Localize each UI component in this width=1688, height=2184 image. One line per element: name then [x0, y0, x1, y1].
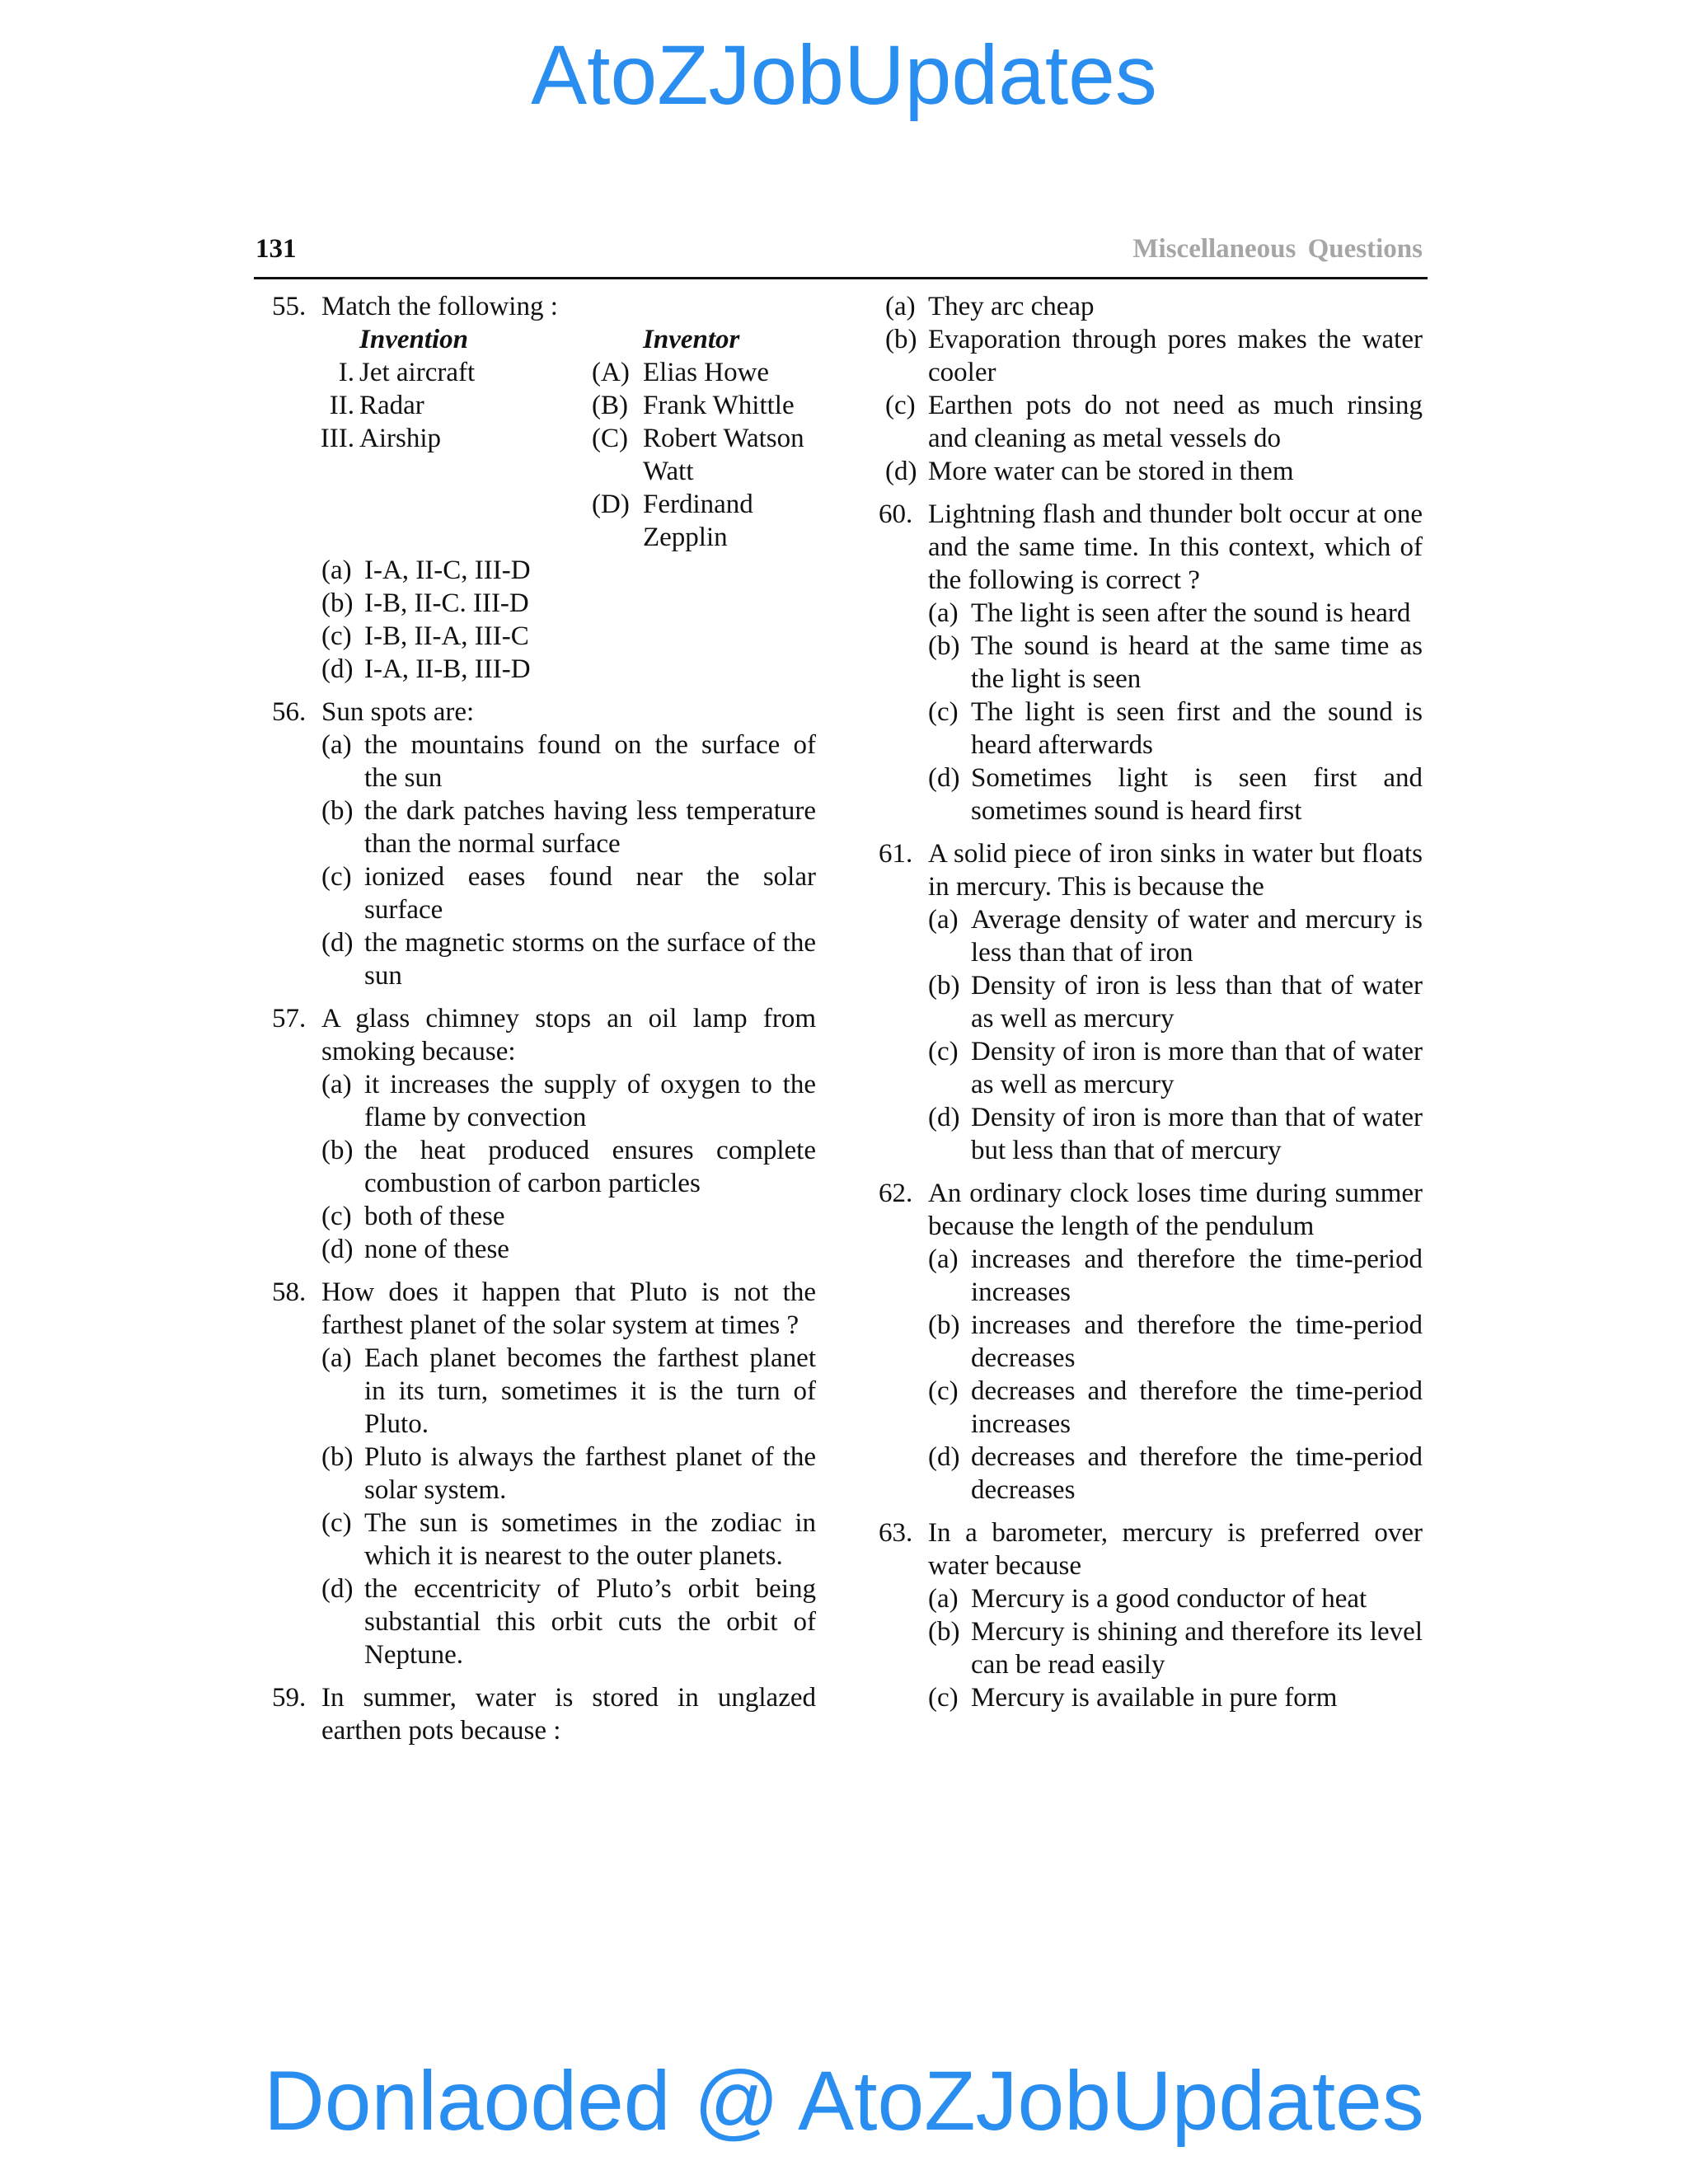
option-label: (c)	[928, 1037, 959, 1066]
question-text: In a barometer, mercury is preferred over water because	[928, 1518, 1423, 1581]
option-label: (d)	[928, 1442, 960, 1472]
option-text: The sun is sometimes in the zodiac in which it is nearest to the outer planets.	[364, 1508, 816, 1571]
option-text: The light is seen first and the sound is heard afterwards	[971, 697, 1423, 760]
answer-option	[885, 455, 1423, 488]
question-text: Match the following :	[321, 292, 558, 321]
answer-options	[321, 554, 816, 686]
answer-option	[885, 389, 1423, 455]
inventor-name: Elias Howe	[643, 358, 770, 387]
question-59-continued	[879, 290, 1423, 488]
answer-option	[321, 554, 816, 587]
answer-option	[321, 1441, 816, 1507]
left-column	[272, 290, 816, 1757]
option-text: Mercury is shining and therefore its level can be read easily	[971, 1617, 1423, 1680]
option-text: Earthen pots do not need as much rinsing and cleaning as metal vessels do	[928, 391, 1423, 453]
inventor-name-cont: Zepplin	[643, 523, 728, 552]
question-number: 61.	[879, 839, 913, 869]
option-text: decreases and therefore the time-period decreases	[971, 1442, 1423, 1505]
answer-option	[321, 926, 816, 992]
answer-option	[885, 290, 1423, 323]
page-number: 131	[256, 234, 297, 264]
invention-name: Jet aircraft	[359, 358, 476, 387]
option-text: Sometimes light is seen first and sometimes sound is heard first	[971, 763, 1423, 826]
option-text: the dark patches having less temperature than the normal surface	[364, 796, 816, 859]
option-text: The light is seen after the sound is heard	[971, 598, 1411, 628]
option-text: increases and therefore the time-period decreases	[971, 1310, 1423, 1373]
answer-option	[928, 1309, 1423, 1375]
answer-option	[321, 1068, 816, 1134]
question-63	[879, 1516, 1423, 1714]
answer-option	[321, 1507, 816, 1572]
invention-label: III.	[320, 424, 354, 453]
answer-option	[928, 969, 1423, 1035]
answer-option	[321, 587, 816, 620]
question-number: 57.	[272, 1004, 307, 1033]
option-text: I-A, II-C, III-D	[364, 555, 531, 585]
answer-option	[928, 1441, 1423, 1507]
option-text: Evaporation through pores makes the water cooler	[928, 325, 1423, 387]
question-58	[272, 1276, 816, 1671]
question-text: How does it happen that Pluto is not the farthest planet of the solar system at times ?	[321, 1277, 816, 1340]
option-label: (a)	[928, 598, 959, 628]
option-label: (c)	[928, 1376, 959, 1406]
question-62	[879, 1177, 1423, 1507]
invention-label: II.	[329, 391, 354, 420]
invention-heading: Invention	[359, 325, 469, 354]
answer-option	[928, 1101, 1423, 1167]
answer-option	[928, 1035, 1423, 1101]
answer-option	[321, 860, 816, 926]
option-label: (b)	[928, 631, 960, 661]
watermark-top: AtoZJobUpdates	[531, 28, 1157, 122]
inventor-label: (A)	[592, 358, 630, 387]
option-text: They arc cheap	[928, 292, 1095, 321]
inventor-heading: Inventor	[643, 325, 740, 354]
answer-option	[928, 1615, 1423, 1681]
option-text: the magnetic storms on the surface of the sun	[364, 928, 816, 991]
option-label: (c)	[928, 1683, 959, 1713]
option-label: (b)	[885, 325, 917, 354]
question-60	[879, 498, 1423, 827]
answer-option	[321, 1134, 816, 1200]
answer-option	[321, 729, 816, 794]
question-59	[272, 1681, 816, 1747]
option-text: I-B, II-A, III-C	[364, 621, 529, 651]
option-text: Density of iron is more than that of water as well as mercury	[971, 1037, 1423, 1099]
option-label: (b)	[321, 1442, 354, 1472]
option-label: (d)	[928, 763, 960, 793]
answer-option	[321, 794, 816, 860]
question-number: 62.	[879, 1179, 913, 1208]
option-text: the heat produced ensures complete combustion of carbon particles	[364, 1136, 816, 1198]
question-number: 63.	[879, 1518, 913, 1548]
option-text: I-A, II-B, III-D	[364, 654, 531, 684]
answer-option	[321, 1572, 816, 1671]
option-label: (c)	[321, 862, 352, 892]
option-label: (d)	[321, 654, 354, 684]
question-text: Sun spots are:	[321, 697, 475, 727]
answer-option	[321, 620, 816, 653]
option-label: (a)	[928, 1244, 959, 1274]
page-header	[254, 231, 1428, 279]
invention-label: I.	[338, 358, 354, 387]
answer-option	[321, 1233, 816, 1266]
match-table	[321, 323, 816, 554]
option-label: (b)	[928, 971, 960, 1001]
question-text: A solid piece of iron sinks in water but floats in mercury. This is because the	[928, 839, 1423, 902]
right-column	[879, 290, 1423, 1724]
option-text: Density of iron is less than that of water as well as mercury	[971, 971, 1423, 1033]
question-number: 59.	[272, 1683, 307, 1713]
inventor-name-cont: Watt	[643, 457, 694, 486]
option-text: the mountains found on the surface of the sun	[364, 730, 816, 793]
question-list	[272, 696, 816, 1747]
answer-option	[885, 323, 1423, 389]
inventor-label: (D)	[592, 490, 630, 519]
option-label: (d)	[321, 928, 354, 958]
option-label: (b)	[928, 1310, 960, 1340]
question-number: 58.	[272, 1277, 307, 1307]
question-55	[272, 290, 816, 686]
option-text: The sound is heard at the same time as the light is seen	[971, 631, 1423, 694]
question-number: 60.	[879, 499, 913, 529]
answer-option	[928, 1582, 1423, 1615]
option-label: (a)	[928, 1584, 959, 1614]
option-text: More water can be stored in them	[928, 457, 1294, 486]
option-label: (c)	[321, 1508, 352, 1538]
answer-option	[321, 1200, 816, 1233]
answer-option	[321, 1342, 816, 1441]
option-label: (a)	[321, 1343, 352, 1373]
question-list	[879, 498, 1423, 1714]
option-label: (d)	[928, 1103, 960, 1132]
question-text: In summer, water is stored in unglazed earthen pots because :	[321, 1683, 816, 1746]
invention-name: Airship	[359, 424, 441, 453]
question-57	[272, 1002, 816, 1266]
question-text: An ordinary clock loses time during summer because the length of the pendulum	[928, 1179, 1423, 1241]
option-text: Pluto is always the farthest planet of the solar system.	[364, 1442, 816, 1505]
option-label: (b)	[321, 796, 354, 826]
inventor-name: Robert Watson	[643, 424, 804, 453]
option-label: (d)	[321, 1574, 354, 1604]
answer-option	[928, 762, 1423, 827]
option-label: (c)	[321, 1202, 352, 1231]
question-text: Lightning flash and thunder bolt occur at one and the same time. In this context, which of the following is correct ?	[928, 499, 1423, 595]
option-label: (a)	[321, 555, 352, 585]
question-61	[879, 837, 1423, 1167]
invention-name: Radar	[359, 391, 424, 420]
option-label: (b)	[321, 588, 354, 618]
option-text: Mercury is available in pure form	[971, 1683, 1338, 1713]
answer-option	[928, 630, 1423, 696]
option-text: increases and therefore the time-period increases	[971, 1244, 1423, 1307]
inventor-label: (C)	[592, 424, 628, 453]
answer-option	[928, 597, 1423, 630]
option-label: (a)	[321, 1070, 352, 1099]
answer-option	[928, 1681, 1423, 1714]
option-label: (b)	[928, 1617, 960, 1647]
question-number: 56.	[272, 697, 307, 727]
question-56	[272, 696, 816, 992]
answer-option	[928, 696, 1423, 762]
inventor-name: Ferdinand	[643, 490, 753, 519]
answer-option	[928, 1375, 1423, 1441]
option-text: both of these	[364, 1202, 505, 1231]
option-text: Density of iron is more than that of water but less than that of mercury	[971, 1103, 1423, 1165]
inventor-name: Frank Whittle	[643, 391, 795, 420]
answer-option	[321, 653, 816, 686]
option-text: decreases and therefore the time-period increases	[971, 1376, 1423, 1439]
option-text: the eccentricity of Pluto’s orbit being substantial this orbit cuts the orbit of Neptune.	[364, 1574, 816, 1670]
running-title: Miscellaneous Questions	[1132, 234, 1423, 264]
option-text: Average density of water and mercury is less than that of iron	[971, 905, 1423, 968]
option-text: I-B, II-C. III-D	[364, 588, 529, 618]
option-label: (a)	[321, 730, 352, 760]
option-label: (d)	[321, 1235, 354, 1264]
option-label: (a)	[885, 292, 916, 321]
option-text: none of these	[364, 1235, 509, 1264]
option-label: (c)	[928, 697, 959, 727]
option-text: it increases the supply of oxygen to the flame by convection	[364, 1070, 816, 1132]
question-number: 55.	[272, 292, 307, 321]
option-label: (d)	[885, 457, 917, 486]
option-label: (c)	[885, 391, 916, 420]
option-label: (a)	[928, 905, 959, 935]
option-text: Mercury is a good conductor of heat	[971, 1584, 1367, 1614]
option-label: (c)	[321, 621, 352, 651]
answer-option	[928, 903, 1423, 969]
option-text: ionized eases found near the solar surface	[364, 862, 816, 925]
option-label: (b)	[321, 1136, 354, 1165]
inventor-label: (B)	[592, 391, 628, 420]
question-text: A glass chimney stops an oil lamp from smoking because:	[321, 1004, 816, 1066]
watermark-bottom: Donlaoded @ AtoZJobUpdates	[264, 2054, 1424, 2148]
option-text: Each planet becomes the farthest planet in its turn, sometimes it is the turn of Pluto.	[364, 1343, 816, 1439]
answer-option	[928, 1243, 1423, 1309]
